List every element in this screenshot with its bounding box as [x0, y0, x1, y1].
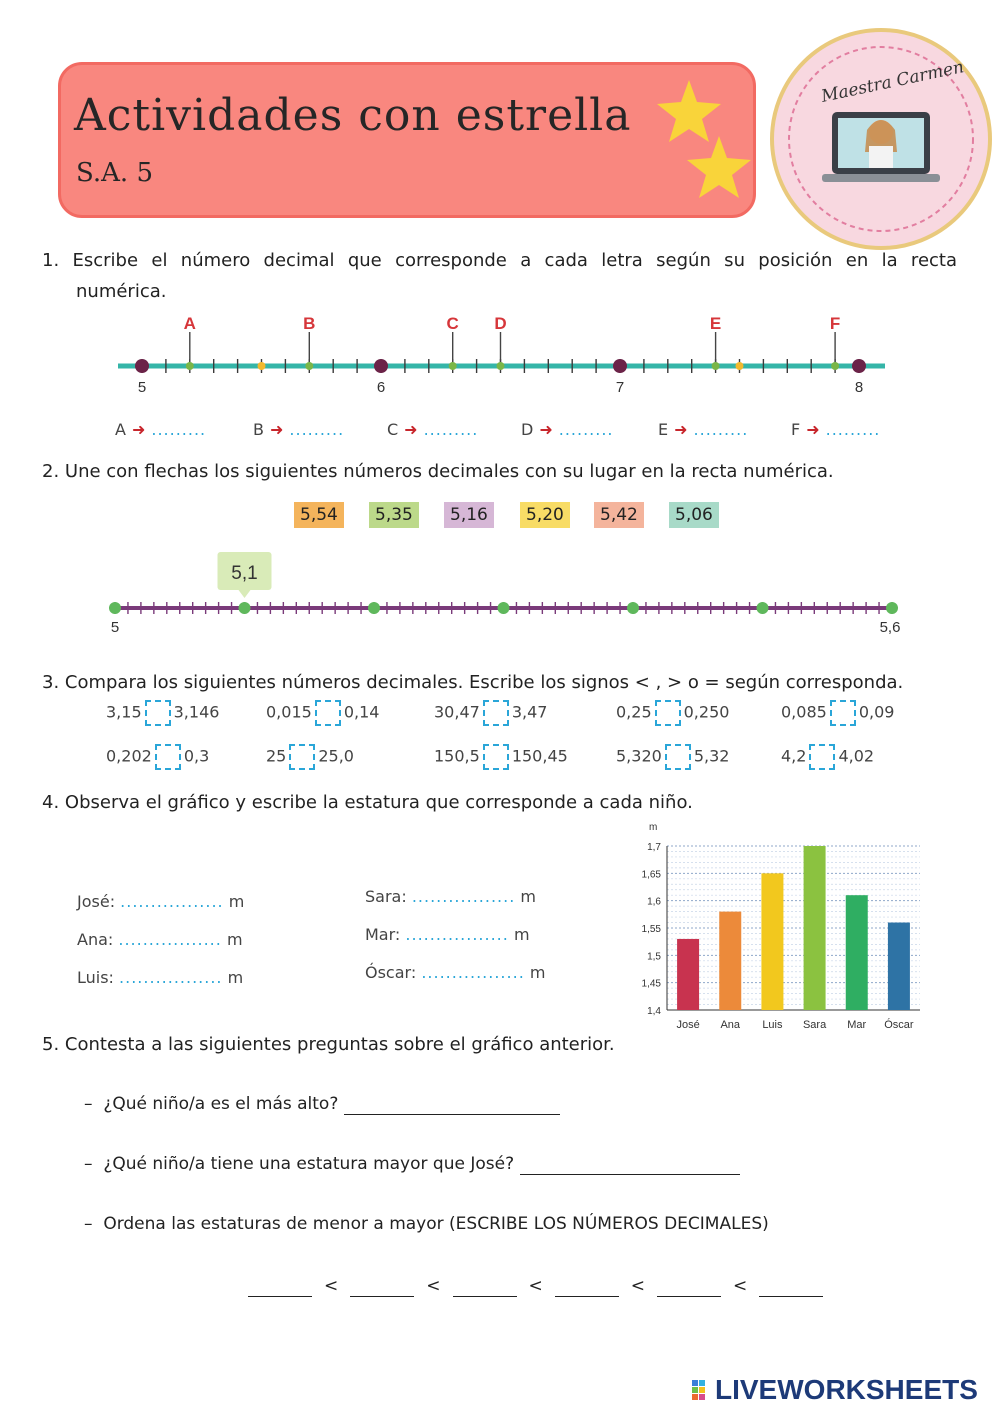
- letter-C: C: [446, 314, 459, 333]
- x-tick-label: Ana: [720, 1019, 741, 1031]
- answer-F: [791, 420, 880, 439]
- less-than-sign: <: [630, 1276, 645, 1296]
- sign-box[interactable]: [655, 700, 681, 726]
- tick-label-8: 8: [854, 379, 864, 396]
- half-mark: [258, 362, 266, 370]
- tick-label-7: 7: [615, 379, 625, 396]
- tenth-point: [886, 602, 898, 614]
- q1-answers: [115, 420, 905, 444]
- arrow-icon: ➜: [806, 420, 820, 439]
- page-subtitle: S.A. 5: [76, 158, 153, 188]
- answer-letter: D: [521, 420, 534, 439]
- compare-pair: [616, 700, 729, 726]
- answer-field[interactable]: .........: [151, 420, 207, 439]
- right-number: 5,32: [693, 746, 730, 766]
- less-than-sign: <: [426, 1276, 441, 1296]
- answer-letter: E: [658, 420, 669, 439]
- y-tick-label: 1,55: [641, 924, 661, 935]
- child-name: Ana:: [77, 930, 114, 949]
- half-mark: [736, 362, 744, 370]
- x-tick-label: Luis: [762, 1019, 783, 1031]
- order-blank[interactable]: [453, 1276, 517, 1297]
- height-answer: [77, 968, 243, 987]
- unit-label: m: [228, 892, 245, 911]
- integer-point: [374, 359, 388, 373]
- bullet: –: [84, 1154, 93, 1174]
- unit-label: m: [227, 968, 244, 987]
- letter-point: [712, 362, 720, 370]
- start-label: 5: [110, 619, 120, 636]
- star-icon: [687, 136, 751, 198]
- unit-label: m: [529, 963, 546, 982]
- question-1-line-2: numérica.: [76, 281, 167, 302]
- sign-box[interactable]: [315, 700, 341, 726]
- y-axis-label: m: [649, 822, 658, 833]
- decimal-tag[interactable]: 5,54: [294, 502, 344, 528]
- unit-label: m: [513, 925, 530, 944]
- page-title: Actividades con estrella: [74, 90, 632, 141]
- decimal-tag[interactable]: 5,35: [369, 502, 419, 528]
- left-number: 4,2: [781, 746, 807, 766]
- compare-pair: [434, 744, 568, 770]
- child-name: Luis:: [77, 968, 114, 987]
- height-answer: [365, 887, 536, 906]
- arrow-icon: ➜: [674, 420, 688, 439]
- compare-pair: [781, 744, 874, 770]
- star-icon: [657, 80, 721, 142]
- left-number: 30,47: [434, 702, 480, 722]
- y-tick-label: 1,5: [647, 951, 661, 963]
- child-name: Mar:: [365, 925, 401, 944]
- number-line-1: [110, 310, 900, 400]
- sign-box[interactable]: [289, 744, 315, 770]
- left-number: 150,5: [434, 746, 480, 766]
- answer-blank[interactable]: [520, 1154, 740, 1175]
- x-tick-label: Sara: [802, 1019, 827, 1031]
- right-number: 0,14: [343, 702, 380, 722]
- compare-pair: [266, 744, 354, 770]
- decimal-tag[interactable]: 5,42: [594, 502, 644, 528]
- q5-item-2: [84, 1154, 740, 1175]
- height-answer: [77, 930, 243, 949]
- height-field[interactable]: .................: [118, 930, 222, 949]
- sign-box[interactable]: [145, 700, 171, 726]
- integer-point: [135, 359, 149, 373]
- letter-A: A: [183, 314, 196, 333]
- decimal-tags: [294, 502, 724, 532]
- decimal-tag[interactable]: 5,20: [520, 502, 570, 528]
- answer-field[interactable]: .........: [825, 420, 881, 439]
- right-number: 3,47: [511, 702, 548, 722]
- question-2-text: 2. Une con flechas los siguientes números decimales con su lugar en la recta numérica.: [42, 461, 834, 482]
- brand-text: LIVEWORKSHEETS: [715, 1374, 978, 1405]
- bullet: –: [84, 1214, 93, 1234]
- sign-box[interactable]: [809, 744, 835, 770]
- tenth-point: [109, 602, 121, 614]
- answer-letter: B: [253, 420, 264, 439]
- bullet: –: [84, 1094, 93, 1114]
- height-answer: [365, 925, 530, 944]
- right-number: 150,45: [511, 746, 568, 766]
- question-4-text: 4. Observa el gráfico y escribe la estatura que corresponde a cada niño.: [42, 792, 693, 813]
- bar-Mar: [846, 895, 868, 1010]
- order-blank[interactable]: [555, 1276, 619, 1297]
- child-name: José:: [77, 892, 116, 911]
- liveworksheets-logo: [692, 1374, 978, 1406]
- integer-point: [613, 359, 627, 373]
- compare-pair: [781, 700, 894, 726]
- height-field[interactable]: .................: [411, 887, 516, 906]
- answer-field[interactable]: .........: [423, 420, 479, 439]
- answer-A: [115, 420, 206, 439]
- y-tick-label: 1,6: [647, 896, 661, 908]
- tenth-point: [757, 602, 769, 614]
- sign-box[interactable]: [830, 700, 856, 726]
- order-blank[interactable]: [657, 1276, 721, 1297]
- letter-point: [497, 362, 505, 370]
- x-tick-label: Óscar: [884, 1019, 914, 1031]
- arrow-icon: ➜: [269, 420, 284, 439]
- answer-field[interactable]: .........: [558, 420, 614, 439]
- letter-point: [305, 362, 313, 370]
- bar-José: [677, 939, 699, 1010]
- height-answer: [365, 963, 545, 982]
- y-tick-label: 1,65: [641, 869, 661, 881]
- teacher-logo: [770, 28, 992, 250]
- answer-letter: A: [115, 420, 126, 439]
- left-number: 0,202: [106, 746, 152, 766]
- compare-pair: [106, 744, 209, 770]
- answer-letter: C: [387, 420, 399, 439]
- sign-box[interactable]: [483, 744, 509, 770]
- bar-Óscar: [888, 923, 910, 1010]
- compare-pair: [616, 744, 729, 770]
- number-line-2: [100, 548, 920, 640]
- q5-item-2-text: ¿Qué niño/a tiene una estatura mayor que José?: [103, 1154, 515, 1174]
- callout-label: 5,1: [231, 563, 258, 584]
- left-number: 3,15: [106, 702, 142, 722]
- question-3-text: 3. Compara los siguientes números decimales. Escribe los signos < , > o = según corresponda.: [42, 672, 904, 693]
- compare-pair: [266, 700, 379, 726]
- left-number: 0,085: [781, 702, 827, 722]
- letter-point: [449, 362, 457, 370]
- y-tick-label: 1,45: [641, 978, 661, 990]
- arrow-icon: ➜: [131, 420, 146, 439]
- sign-box[interactable]: [155, 744, 181, 770]
- integer-point: [852, 359, 866, 373]
- height-field[interactable]: .................: [405, 925, 509, 944]
- height-field[interactable]: .................: [421, 963, 525, 982]
- bar-Luis: [761, 873, 783, 1010]
- less-than-sign: <: [528, 1276, 543, 1296]
- tick-label-5: 5: [137, 379, 147, 396]
- y-tick-label: 1,7: [647, 842, 661, 853]
- order-blank[interactable]: [248, 1276, 312, 1297]
- decimal-tag[interactable]: 5,06: [669, 502, 719, 528]
- letter-point: [831, 362, 839, 370]
- callout-pointer: [239, 590, 251, 598]
- arrow-icon: ➜: [404, 420, 418, 439]
- tenth-point: [239, 602, 251, 614]
- right-number: 3,146: [173, 702, 220, 722]
- tick-label-6: 6: [376, 379, 386, 396]
- compare-pair: [434, 700, 547, 726]
- letter-F: F: [829, 314, 841, 333]
- q5-item-1-text: ¿Qué niño/a es el más alto?: [103, 1094, 339, 1114]
- y-tick-label: 1,4: [647, 1006, 661, 1017]
- letter-D: D: [494, 314, 507, 333]
- height-field[interactable]: .................: [120, 892, 224, 911]
- less-than-sign: <: [324, 1276, 339, 1296]
- unit-label: m: [226, 930, 243, 949]
- right-number: 0,09: [858, 702, 895, 722]
- height-answer: [77, 892, 244, 911]
- x-tick-label: Mar: [847, 1019, 867, 1031]
- tenth-point: [498, 602, 510, 614]
- x-tick-label: José: [676, 1019, 700, 1031]
- order-blank[interactable]: [350, 1276, 414, 1297]
- liveworksheets-icon: [692, 1379, 712, 1401]
- answer-C: [387, 420, 478, 439]
- right-number: 0,250: [683, 702, 730, 722]
- arrow-icon: ➜: [539, 420, 553, 439]
- logo-text: Maestra Carmen: [819, 57, 966, 107]
- letter-E: E: [709, 314, 722, 333]
- q5-item-3-text: Ordena las estaturas de menor a mayor (ESCRIBE LOS NÚMEROS DECIMALES): [103, 1214, 769, 1234]
- answer-E: [658, 420, 748, 439]
- letter-point: [186, 362, 194, 370]
- height-answers: [77, 885, 597, 1005]
- compare-pair: [106, 700, 219, 726]
- star-icons: [655, 78, 760, 208]
- q5-item-1: [84, 1094, 560, 1115]
- sign-box[interactable]: [483, 700, 509, 726]
- bar-Ana: [719, 912, 741, 1010]
- right-number: 4,02: [838, 746, 875, 766]
- tenth-point: [368, 602, 380, 614]
- child-name: Óscar:: [365, 963, 417, 982]
- order-blanks: [248, 1276, 823, 1297]
- answer-D: [521, 420, 614, 439]
- answer-B: [253, 420, 344, 439]
- less-than-sign: <: [733, 1276, 748, 1296]
- child-name: Sara:: [365, 887, 407, 906]
- left-number: 0,015: [266, 702, 312, 722]
- bar-Sara: [804, 846, 826, 1010]
- right-number: 25,0: [318, 746, 354, 766]
- question-1-line-1: 1. Escribe el número decimal que corresponde a cada letra según su posición en la recta: [42, 250, 957, 271]
- answer-field[interactable]: .........: [289, 420, 345, 439]
- answer-letter: F: [791, 420, 801, 439]
- q5-item-3: [84, 1214, 769, 1234]
- decimal-tag[interactable]: 5,16: [444, 502, 494, 528]
- letter-B: B: [303, 314, 316, 333]
- unit-label: m: [520, 887, 536, 906]
- height-field[interactable]: .................: [119, 968, 223, 987]
- left-number: 0,25: [616, 702, 652, 722]
- end-label: 5,6: [879, 619, 901, 636]
- answer-field[interactable]: .........: [693, 420, 749, 439]
- answer-blank[interactable]: [344, 1094, 560, 1115]
- sign-box[interactable]: [665, 744, 691, 770]
- height-bar-chart: [615, 818, 930, 1040]
- right-number: 0,3: [183, 746, 210, 766]
- compare-grid: [106, 700, 986, 790]
- left-number: 25: [266, 746, 287, 766]
- question-5-text: 5. Contesta a las siguientes preguntas sobre el gráfico anterior.: [42, 1034, 615, 1055]
- order-blank[interactable]: [759, 1276, 823, 1297]
- left-number: 5,320: [616, 746, 662, 766]
- tenth-point: [627, 602, 639, 614]
